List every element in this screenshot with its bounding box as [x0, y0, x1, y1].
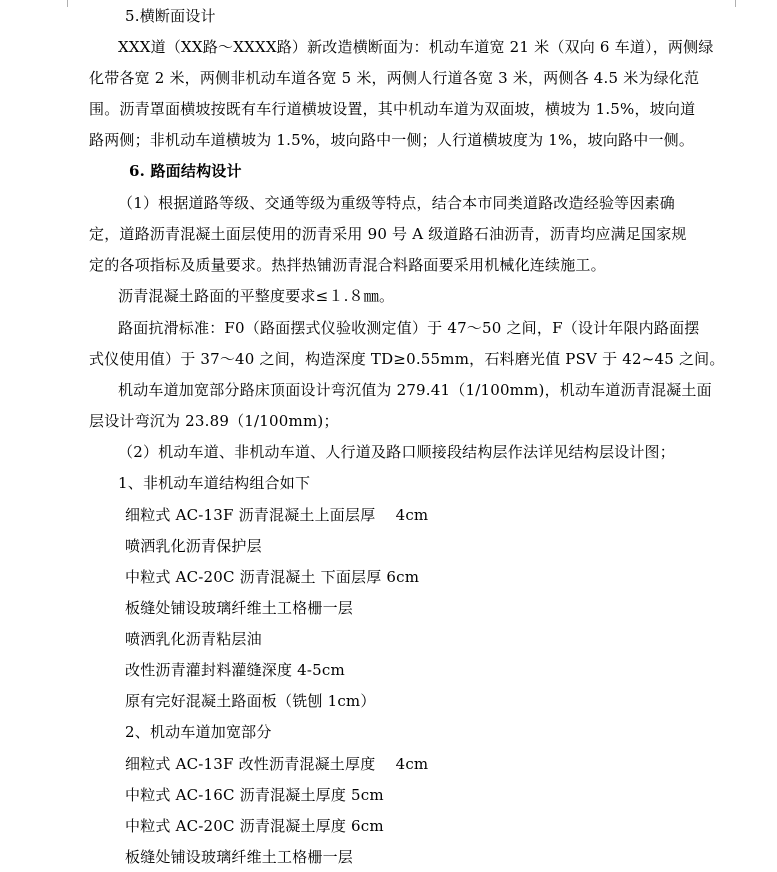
list-item: 细粒式 AC-13F 改性沥青混凝土厚度 4cm: [125, 755, 429, 773]
list-item: 板缝处铺设玻璃纤维土工格栅一层: [125, 599, 354, 617]
paragraph-line: 式仪使用值）于 37～40 之间，构造深度 TD≥0.55mm，石料磨光值 PSV 于 42~45 之间。: [89, 350, 725, 368]
paragraph-line: 层设计弯沉为 23.89（1/100mm)；: [89, 412, 339, 430]
paragraph-line: 定的各项指标及质量要求。热拌热铺沥青混合料路面要采用机械化连续施工。: [89, 256, 606, 274]
list-item: 中粒式 AC-20C 沥青混凝土厚度 6cm: [125, 817, 384, 835]
list-item: 喷洒乳化沥青粘层油: [125, 630, 262, 648]
page-corner-marks: [0, 0, 777, 8]
list-item: 改性沥青灌封料灌缝深度 4-5cm: [125, 661, 345, 679]
paragraph-line: 路两侧；非机动车道横坡为 1.5%，坡向路中一侧；人行道横坡度为 1%，坡向路中一侧。: [89, 131, 695, 149]
paragraph-line: 定，道路沥青混凝土面层使用的沥青采用 90 号 A 级道路石油沥青，沥青均应满足国家规: [89, 225, 687, 243]
paragraph-line: 路面抗滑标准：F0（路面摆式仪验收测定值）于 47～50 之间，F（设计年限内路面摆: [118, 319, 700, 337]
list-item: 原有完好混凝土路面板（铣刨 1cm）: [125, 692, 376, 710]
paragraph-line: XXX道（XX路～XXXX路）新改造横断面为：机动车道宽 21 米（双向 6 车道），两侧绿: [118, 38, 714, 56]
left-corner-mark: [67, 0, 68, 7]
section-heading-pavement-structure: 6. 路面结构设计: [129, 162, 242, 180]
list-item: 中粒式 AC-20C 沥青混凝土 下面层厚 6cm: [125, 568, 420, 586]
list-item: 喷洒乳化沥青保护层: [125, 537, 262, 555]
list-heading: 2、机动车道加宽部分: [125, 723, 272, 741]
list-heading: 1、非机动车道结构组合如下: [118, 474, 311, 492]
paragraph-line: 沥青混凝土路面的平整度要求≤１.８㎜。: [118, 287, 395, 305]
paragraph-line: （2）机动车道、非机动车道、人行道及路口顺接段结构层作法详见结构层设计图；: [118, 443, 675, 461]
list-item: 细粒式 AC-13F 沥青混凝土上面层厚 4cm: [125, 506, 429, 524]
paragraph-line: 化带各宽 2 米，两侧非机动车道各宽 5 米，两侧人行道各宽 3 米，两侧各 4.5 米为绿化范: [89, 69, 700, 87]
paragraph-line: 机动车道加宽部分路床顶面设计弯沉值为 279.41（1/100mm)，机动车道沥青混凝土面: [118, 381, 712, 399]
section-heading-cross-section: 5.横断面设计: [125, 7, 216, 25]
paragraph-line: 围。沥青罩面横坡按既有车行道横坡设置，其中机动车道为双面坡，横坡为 1.5%，坡向道: [89, 100, 696, 118]
list-item: 板缝处铺设玻璃纤维土工格栅一层: [125, 848, 354, 866]
right-corner-mark: [735, 0, 736, 7]
paragraph-line: （1）根据道路等级、交通等级为重级等特点，结合本市同类道路改造经验等因素确: [118, 194, 675, 212]
list-item: 中粒式 AC-16C 沥青混凝土厚度 5cm: [125, 786, 384, 804]
